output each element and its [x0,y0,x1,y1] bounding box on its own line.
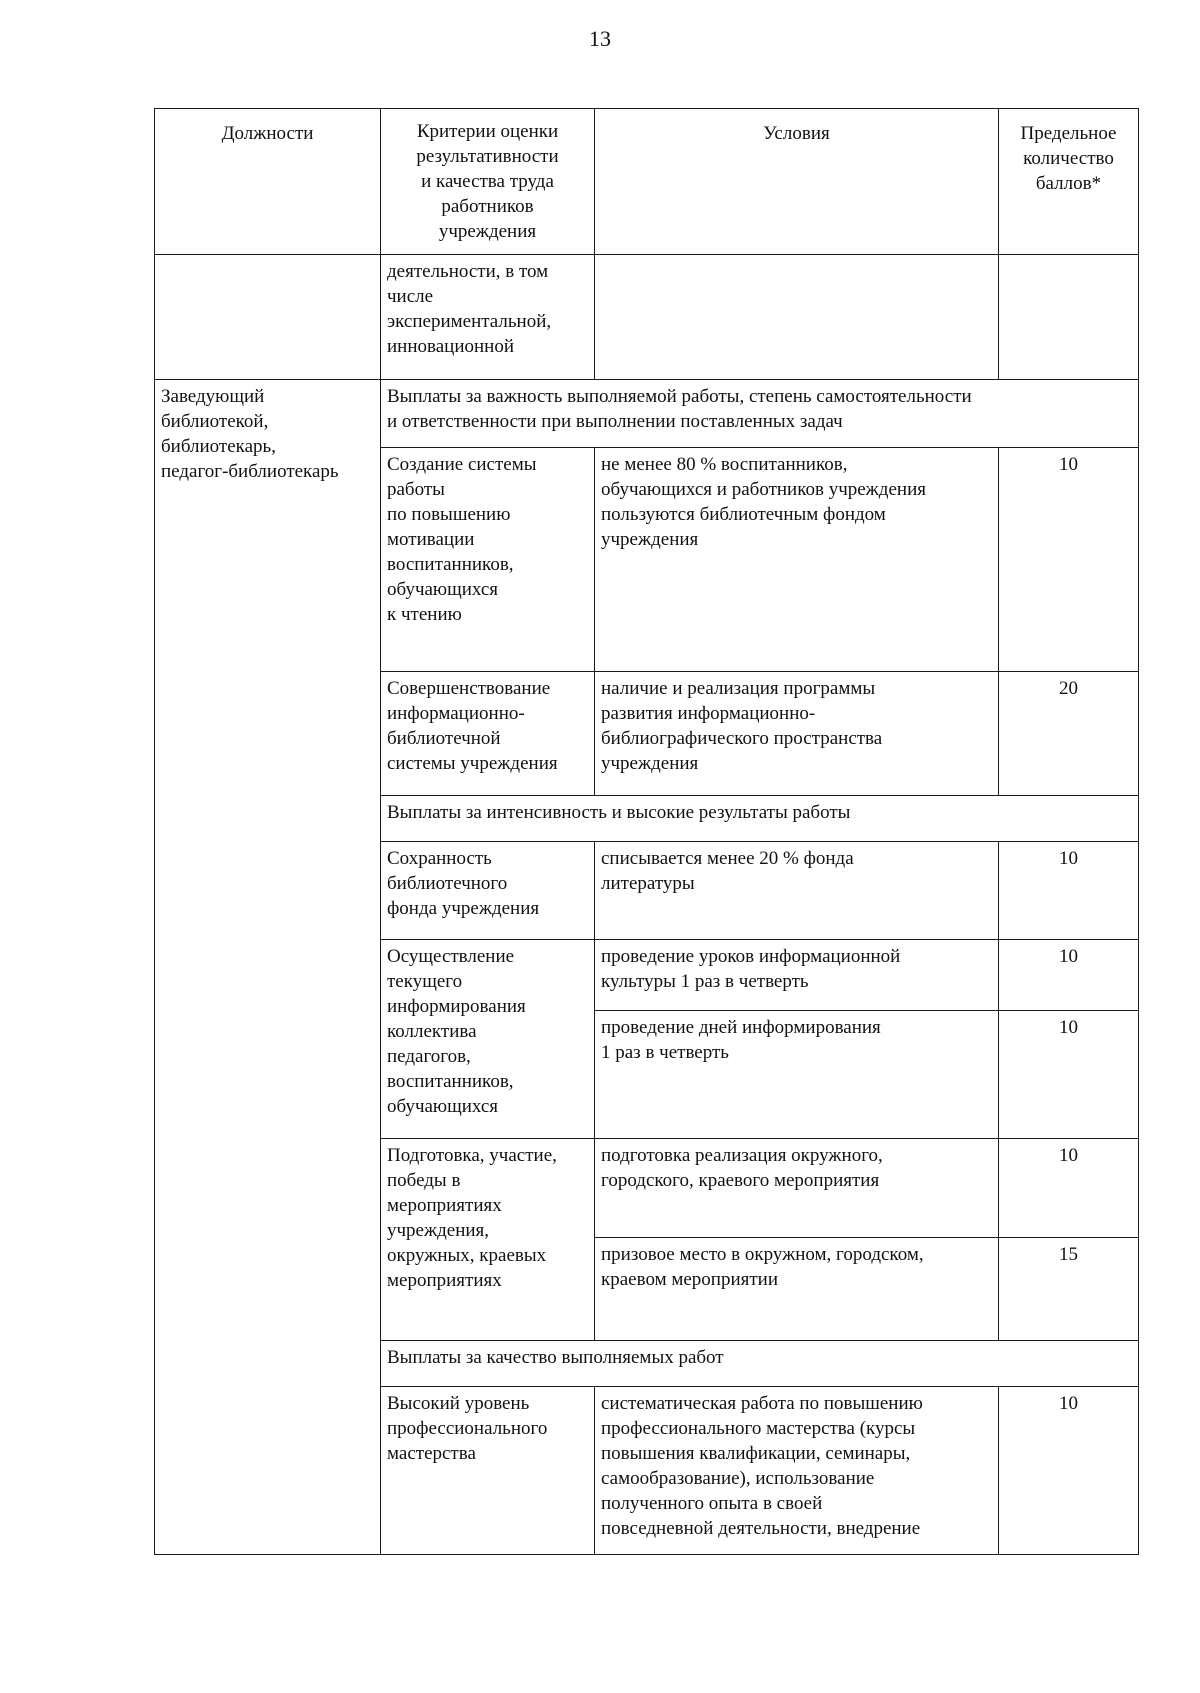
position-cell: Заведующий библиотекой, библиотекарь, педагог-библиотекарь [155,380,381,1555]
points-cell: 10 [999,1387,1139,1555]
condition-cell: проведение дней информирования 1 раз в четверть [595,1011,999,1139]
condition-cell: призовое место в окружном, городском, краевом мероприятии [595,1238,999,1341]
header-criteria: Критерии оценки результативности и качества труда работников учреждения [381,109,595,255]
points-cell: 10 [999,1139,1139,1238]
criteria-cell: Высокий уровень профессионального мастерства [381,1387,595,1555]
condition-cell: списывается менее 20 % фонда литературы [595,842,999,940]
continuation-criteria: деятельности, в том числе экспериментальной, инновационной [381,255,595,380]
criteria-cell: Осуществление текущего информирования коллектива педагогов, воспитанников, обучающихся [381,940,595,1139]
condition-cell: не менее 80 % воспитанников, обучающихся и работников учреждения пользуются библиотечным фондом учреждения [595,448,999,672]
section-row [155,380,1139,448]
points-cell: 10 [999,940,1139,1011]
points-cell: 10 [999,448,1139,672]
condition-cell: проведение уроков информационной культуры 1 раз в четверть [595,940,999,1011]
points-cell: 10 [999,842,1139,940]
section-title: Выплаты за качество выполняемых работ [381,1341,1139,1387]
points-cell: 10 [999,1011,1139,1139]
header-position: Должности [155,109,381,255]
continuation-position [155,255,381,380]
condition-cell: наличие и реализация программы развития информационно- библиографического пространства учреждения [595,672,999,796]
condition-cell: подготовка реализация окружного, городского, краевого мероприятия [595,1139,999,1238]
continuation-points [999,255,1139,380]
criteria-cell: Сохранность библиотечного фонда учреждения [381,842,595,940]
criteria-cell: Совершенствование информационно- библиотечной системы учреждения [381,672,595,796]
continuation-row [155,255,1139,380]
header-conditions: Условия [595,109,999,255]
criteria-cell: Создание системы работы по повышению мотивации воспитанников, обучающихся к чтению [381,448,595,672]
section-title: Выплаты за интенсивность и высокие результаты работы [381,796,1139,842]
condition-cell: систематическая работа по повышению профессионального мастерства (курсы повышения квалификации, семинары, самообразование), использование полученного опыта в своей повседневной деятельности, внедрение [595,1387,999,1555]
section-title: Выплаты за важность выполняемой работы, степень самостоятельности и ответственности при выполнении поставленных задач [381,380,1139,448]
points-cell: 15 [999,1238,1139,1341]
header-points: Предельное количество баллов* [999,109,1139,255]
continuation-condition [595,255,999,380]
header-row [155,109,1139,255]
criteria-cell: Подготовка, участие, победы в мероприятиях учреждения, окружных, краевых мероприятиях [381,1139,595,1341]
points-cell: 20 [999,672,1139,796]
criteria-table [154,108,1139,1555]
page-number: 13 [589,26,611,51]
